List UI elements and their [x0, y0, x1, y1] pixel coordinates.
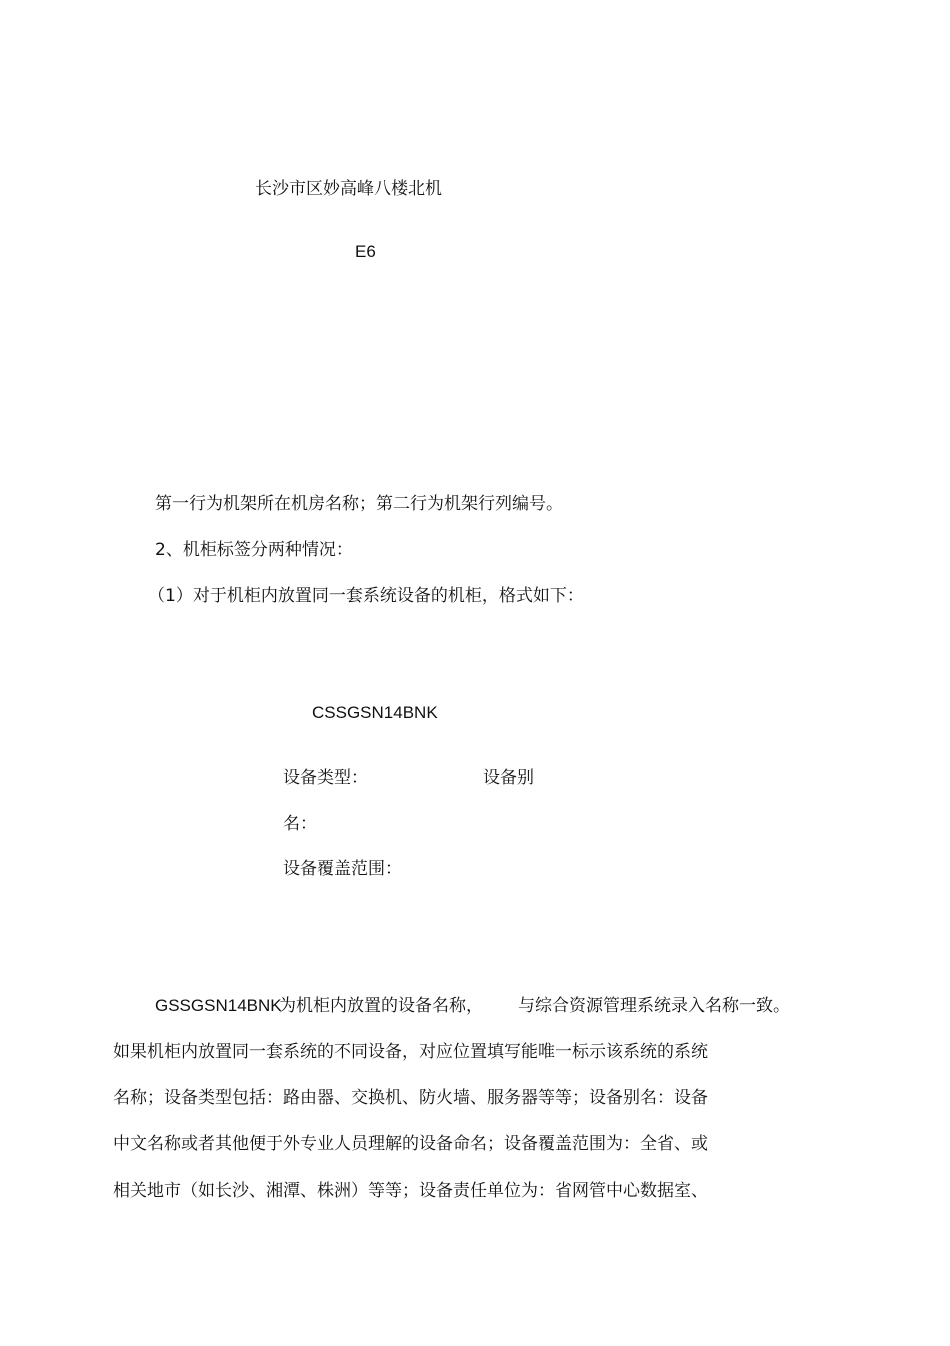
explanation-line2: 如果机柜内放置同一套系统的不同设备，对应位置填写能唯一标示该系统的系统	[113, 1042, 708, 1062]
coverage-label: 设备覆盖范围：	[283, 859, 402, 879]
device-alias-label-continued: 名：	[283, 814, 317, 834]
cabinet-device-name: CSSGSN14BNK	[312, 703, 438, 722]
rack-label-note: 第一行为机架所在机房名称；第二行为机架行列编号。	[155, 494, 563, 514]
case-one-text: （1）对于机柜内放置同一套系统设备的机柜，格式如下：	[148, 586, 584, 606]
explanation-line4: 中文名称或者其他便于外专业人员理解的设备命名；设备覆盖范围为：全省、或	[113, 1134, 708, 1154]
explanation-line1-tail: 与综合资源管理系统录入名称一致。	[518, 996, 790, 1016]
explanation-line3: 名称；设备类型包括：路由器、交换机、防火墙、服务器等等；设备别名：设备	[113, 1088, 708, 1108]
explanation-line5: 相关地市（如长沙、湘潭、株洲）等等；设备责任单位为：省网管中心数据室、	[113, 1181, 708, 1201]
explanation-code: GSSGSN14BNK	[155, 996, 282, 1015]
device-type-label: 设备类型：	[283, 768, 368, 788]
device-alias-label: 设备别	[483, 768, 534, 788]
explanation-device-name-text: 为机柜内放置的设备名称，	[279, 996, 483, 1016]
cabinet-label-heading: 2、机柜标签分两种情况：	[155, 540, 353, 560]
rack-code: E6	[355, 242, 376, 261]
rack-room-name: 长沙市区妙高峰八楼北机	[255, 179, 442, 199]
